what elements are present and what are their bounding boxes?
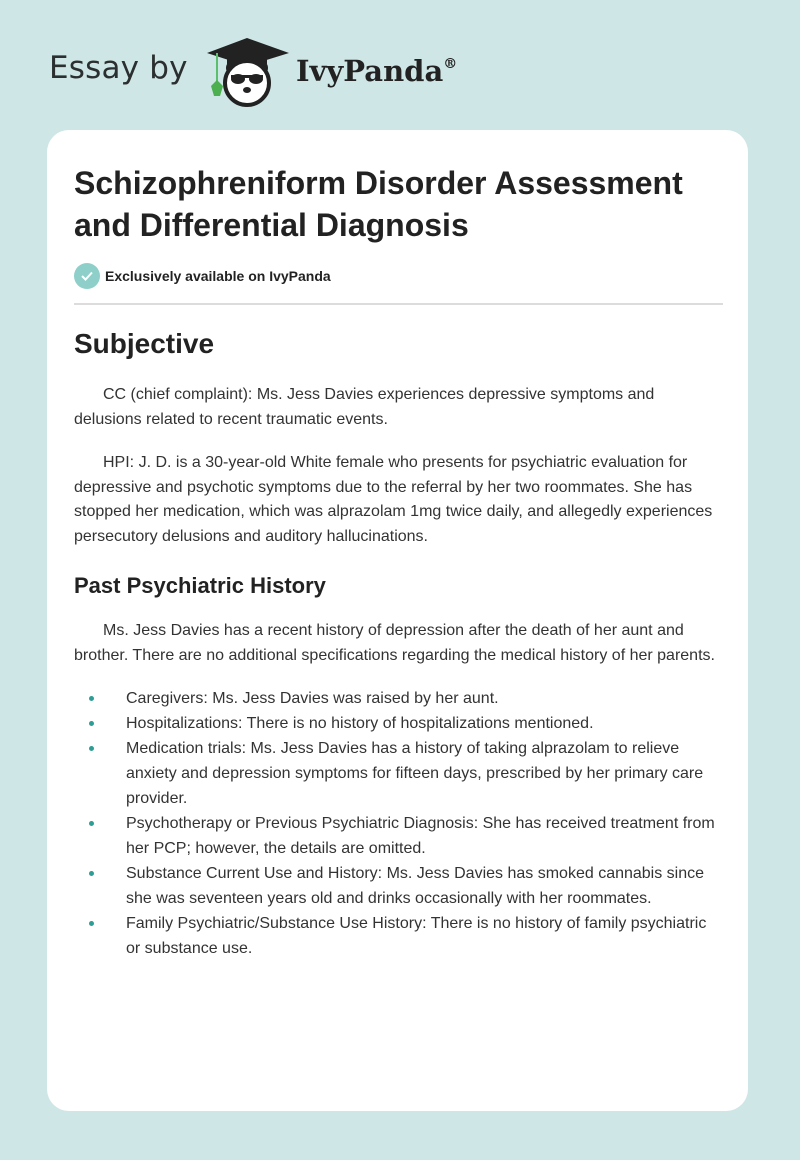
page-title: Schizophreniform Disorder Assessment and Differential Diagnosis [74, 165, 683, 243]
essay-by-label: Essay by [49, 50, 188, 86]
list-item: Family Psychiatric/Substance Use History: There is no history of family psychiatric or substance use. [74, 911, 724, 961]
check-icon [74, 263, 100, 289]
history-list [74, 686, 724, 961]
paragraph-cc: CC (chief complaint): Ms. Jess Davies experiences depressive symptoms and delusions related to recent traumatic events. [74, 386, 655, 428]
brand-text: IvyPanda [296, 54, 444, 88]
article-card [47, 130, 748, 1111]
paragraph-hpi: HPI: J. D. is a 30-year-old White female who presents for psychiatric evaluation for depressive and psychotic symptoms due to the referral by her two roommates. She has stopped her medication, which was alprazolam 1mg twice daily, and allegedly experiences persecutory delusions and auditory hallucinations. [74, 454, 713, 545]
list-item: Psychotherapy or Previous Psychiatric Diagnosis: She has received treatment from her PCP; however, the details are omitted. [74, 811, 724, 861]
section-heading-subjective: Subjective [74, 328, 215, 359]
bullet-icon [89, 871, 94, 876]
section-heading-past-psychiatric-history: Past Psychiatric History [74, 573, 326, 598]
list-item: Medication trials: Ms. Jess Davies has a history of taking alprazolam to relieve anxiety and depression symptoms for fifteen days, prescribed by her primary care provider. [74, 736, 724, 811]
registered-mark: ® [443, 56, 458, 72]
article-content [74, 324, 724, 961]
brand-name [296, 54, 457, 88]
panda-graduate-icon [203, 36, 291, 108]
site-header [0, 0, 800, 120]
bullet-icon [89, 821, 94, 826]
bullet-icon [89, 746, 94, 751]
list-item: Caregivers: Ms. Jess Davies was raised by her aunt. [74, 686, 724, 711]
divider [74, 303, 723, 305]
bullet-icon [89, 921, 94, 926]
badge-text: Exclusively available on IvyPanda [105, 268, 331, 284]
list-item: Hospitalizations: There is no history of hospitalizations mentioned. [74, 711, 724, 736]
paragraph-history: Ms. Jess Davies has a recent history of depression after the death of her aunt and brother. There are no additional specifications regarding the medical history of her parents. [74, 622, 715, 664]
bullet-icon [89, 721, 94, 726]
bullet-icon [89, 696, 94, 701]
exclusive-badge [74, 263, 331, 289]
list-item: Substance Current Use and History: Ms. Jess Davies has smoked cannabis since she was seventeen years old and drinks occasionally with her roommates. [74, 861, 724, 911]
